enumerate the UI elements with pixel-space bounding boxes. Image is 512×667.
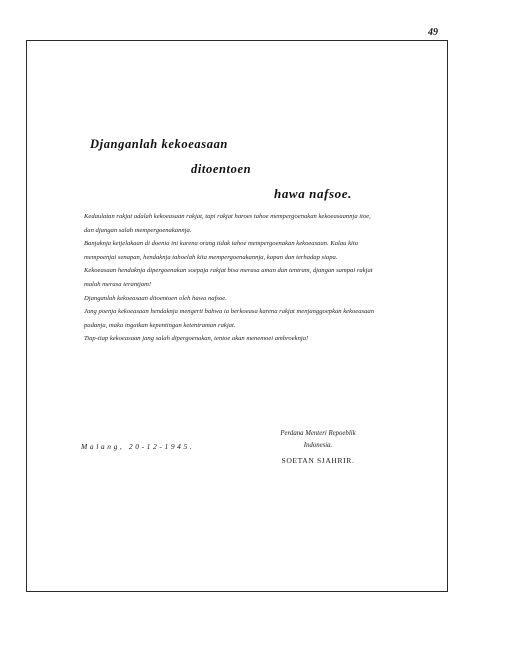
signature-title: Perdana Menteri Repoeblik bbox=[280, 430, 356, 437]
place-date: Malang, 20-12-1945. bbox=[81, 442, 195, 451]
paragraph-5: Jang poenja kekoeasaan hendaknja mengerti bahwa ia berkoeasa karena rakjat menjanggoepkan kekoeasaan padanja, maka ingatkan kepentingan ketentraman rakjat. bbox=[84, 308, 374, 329]
title-line-2: ditoentoen bbox=[191, 162, 252, 176]
signature-country: Indonesia. bbox=[303, 442, 333, 449]
body-text bbox=[84, 210, 374, 346]
title-line-1: Djanganlah kekoeasaan bbox=[90, 137, 228, 151]
signature-name: SOETAN SJAHRIR. bbox=[281, 456, 355, 465]
paragraph-2: Banjaknja ketjelakaan di doenia ini karena orang tidak tahoe mempergoenakan kekoeasaan. Kalau kita mempoenjai senapan, hendaknja tahoelah kita mempergoenakannja, kapan dan terhadap siapa. bbox=[84, 240, 359, 261]
title-line-3: hawa nafsoe. bbox=[274, 186, 352, 201]
signature-block bbox=[258, 428, 378, 467]
paragraph-3: Kekoeasaan hendaknja dipergoenakan soepaja rakjat bisa merasa aman dan tentram, djangan sampai rakjat malah merasa terantjam! bbox=[84, 267, 373, 288]
paragraph-1: Kedaulatan rakjat adalah kekoeasaan rakjat, tapi rakjat haroes tahoe mempergoenakan kekoeasaannja itoe, dan djangan salah mempergoenakannja. bbox=[84, 213, 371, 234]
paragraph-6: Tiap-tiap kekoeasaan jang salah dipergoenakan, tentoe akan menemoei ambroeknja! bbox=[84, 335, 309, 343]
page-number: 49 bbox=[428, 27, 438, 38]
paragraph-4: Djanganlah kekoeasaan ditoentoen oleh hawa nafsoe. bbox=[84, 294, 227, 302]
